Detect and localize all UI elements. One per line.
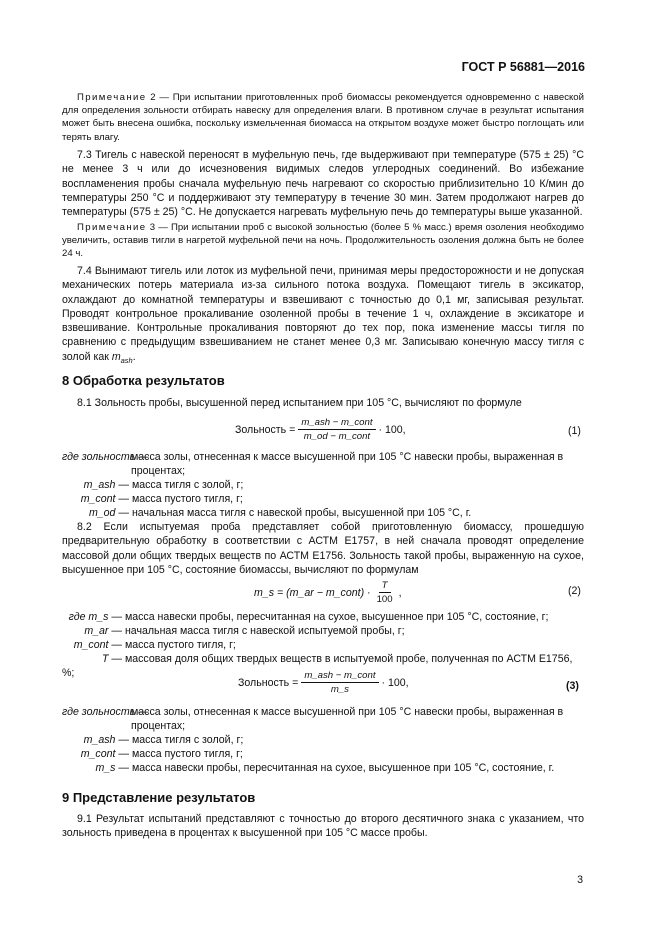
definition-row bbox=[62, 479, 585, 493]
formula-1 bbox=[235, 417, 406, 442]
formula-3-lhs: Зольность = bbox=[238, 676, 299, 689]
formula-3-denominator: m_s bbox=[330, 684, 349, 695]
formula-1-lhs: Зольность = bbox=[235, 423, 296, 436]
page-number: 3 bbox=[577, 874, 583, 886]
definition-symbol: m_od — bbox=[88, 507, 129, 519]
m-ash-symbol: m bbox=[111, 350, 121, 363]
definition-row bbox=[62, 748, 585, 762]
definition-symbol: m_cont — bbox=[80, 493, 129, 505]
formula-2-tail: , bbox=[398, 586, 402, 599]
definition-text: масса навески пробы, пересчитанная на сухое, высушенное при 105 °С, состояние, г. bbox=[131, 762, 555, 774]
definition-text: масса навески пробы, пересчитанная на сухое, высушенное при 105 °С, состояние, г; bbox=[124, 611, 549, 623]
definition-symbol: m_ash — bbox=[83, 734, 129, 746]
definition-symbol: где зольность — bbox=[62, 451, 149, 463]
definition-row bbox=[62, 507, 585, 521]
paragraph-7-4 bbox=[62, 264, 584, 368]
formula-2-numerator: T bbox=[379, 580, 391, 593]
definition-text: масса пустого тигля, г; bbox=[131, 748, 243, 760]
formula-2-lhs: m_s = (m_ar − m_cont) · bbox=[254, 586, 371, 599]
formula-1-tail: · 100, bbox=[378, 423, 406, 436]
formula-1-denominator: m_od − m_cont bbox=[303, 431, 371, 442]
formula-3-number: (3) bbox=[566, 680, 579, 692]
definition-symbol: m_cont — bbox=[73, 639, 122, 651]
formula-2 bbox=[254, 580, 402, 605]
definition-symbol: T — bbox=[101, 653, 122, 665]
definition-symbol: где m_s — bbox=[68, 611, 122, 623]
note-3-text: 3 — При испытании проб с высокой зольностью (более 5 % масс.) время озоления необходимо увеличить, оставив тигли в нагретой муфельной печи на ночь. Продолжительность озоления должна быть не более 24 ч. bbox=[62, 222, 584, 260]
definition-symbol: где зольность — bbox=[62, 706, 149, 718]
definition-row bbox=[62, 639, 585, 653]
definition-text: масса пустого тигля, г; bbox=[124, 639, 236, 651]
definition-symbol: m_cont — bbox=[80, 748, 129, 760]
definition-symbol: m_ar — bbox=[84, 625, 122, 637]
definition-text: массовая доля общих твердых веществ в испытуемой пробе, полученная по АСТМ Е1756, %; bbox=[62, 653, 573, 679]
formula-3-fraction bbox=[301, 670, 378, 695]
definition-row bbox=[62, 706, 585, 734]
formula-1-fraction bbox=[298, 417, 375, 442]
note-3 bbox=[62, 221, 584, 261]
definition-row bbox=[62, 451, 585, 479]
definition-text: масса тигля с золой, г; bbox=[131, 734, 244, 746]
note-2-label: Примечание bbox=[77, 92, 147, 103]
formula-1-numerator: m_ash − m_cont bbox=[298, 417, 375, 430]
definition-text: масса золы, отнесенная к массе высушенной при 105 °С навески пробы, выраженная в процентах; bbox=[131, 706, 564, 732]
formula-2-number: (2) bbox=[568, 585, 581, 597]
paragraph-8-1: 8.1 Зольность пробы, высушенной перед испытанием при 105 °С, вычисляют по формуле bbox=[77, 397, 522, 409]
paragraph-9-1: 9.1 Результат испытаний представляют с точностью до второго десятичного знака с указанием, что зольность приведена в процентах к высушенной при 105 °С массе пробы. bbox=[62, 813, 584, 840]
formula-3-tail: · 100, bbox=[381, 676, 409, 689]
formula-2-denominator: 100 bbox=[376, 594, 393, 605]
section-8-heading: 8 Обработка результатов bbox=[62, 373, 225, 388]
m-ash-subscript: ash bbox=[120, 355, 133, 365]
paragraph-8-2: 8.2 Если испытуемая проба представляет собой приготовленную биомассу, прошедшую предварительную обработку в соответствии с АСТМ Е1757, в ней сначала проводят определение массовой доли общих твердых веществ по АСТМ Е1756. Зольность такой пробы, выраженную на сухое, высушенное при 105 °С, состояние биомассы, вычисляют по формулам bbox=[62, 521, 584, 576]
formula-2-fraction bbox=[374, 580, 396, 605]
paragraph-7-4-end: . bbox=[132, 350, 136, 363]
definition-text: масса тигля с золой, г; bbox=[131, 479, 244, 491]
note-3-label: Примечание bbox=[77, 222, 147, 233]
definition-text: начальная масса тигля с навеской пробы, высушенной при 105 °С, г. bbox=[131, 507, 472, 519]
formula-1-number: (1) bbox=[568, 425, 581, 437]
formula-3-numerator: m_ash − m_cont bbox=[301, 670, 378, 683]
note-2-text: 2 — При испытании приготовленных проб биомассы рекомендуется одновременно с навеской для определения зольности отбирать навеску для определения влаги. В противном случае в результат испытания может быть внесена ошибка, поскольку измельченная биомасса на открытом воздухе может быстро поглощать или терять влагу. bbox=[62, 92, 584, 143]
definition-row bbox=[62, 493, 585, 507]
paragraph-7-4-text: 7.4 Вынимают тигель или лоток из муфельной печи, принимая меры предосторожности и не допуская механических потерь материала из-за сильного потока воздуха. Помещают тигель в эксикатор, охлаждают до комнатной температуры и взвешивают с точностью до 0,1 мг, записывая результат. Проводят контрольное прокаливание озоленной пробы в течение 1 ч, охлаждение в эксикаторе и взвешивание. Контрольные прокаливания повторяют до тех пор, пока изменение массы тигля по сравнению с предыдущим взвешиванием не станет менее 0,3 мг. Записываю конечную массу тигля с золой как bbox=[62, 265, 584, 363]
definition-symbol: m_s — bbox=[95, 762, 129, 774]
definition-row bbox=[62, 611, 585, 625]
section-9-heading: 9 Представление результатов bbox=[62, 790, 256, 805]
formula-3 bbox=[238, 670, 409, 695]
document-code: ГОСТ Р 56881—2016 bbox=[461, 60, 585, 74]
definition-text: масса пустого тигля, г; bbox=[131, 493, 243, 505]
definition-row bbox=[62, 625, 585, 639]
definition-row bbox=[62, 734, 585, 748]
note-2 bbox=[62, 91, 584, 144]
definition-text: начальная масса тигля с навеской испытуемой пробы, г; bbox=[124, 625, 405, 637]
definition-symbol: m_ash — bbox=[83, 479, 129, 491]
definition-text: масса золы, отнесенная к массе высушенной при 105 °С навески пробы, выраженная в процентах; bbox=[131, 451, 564, 477]
paragraph-7-3: 7.3 Тигель с навеской переносят в муфельную печь, где выдерживают при температуре (575 ± 25) °С не менее 3 ч или до исчезновения видимых следов углеродных соединений. Во избежание воспламенения пробы сначала муфельную печь нагревают со скоростью приблизительно 10 К/мин до температуры 250 °С и поддерживают эту температуру в течение 30 мин. Затем продолжают нагрев до температуры (575 ± 25) °С. Не допускается нагревать муфельную печь до температуры выше указанной. bbox=[62, 149, 584, 219]
definition-row bbox=[62, 762, 585, 776]
